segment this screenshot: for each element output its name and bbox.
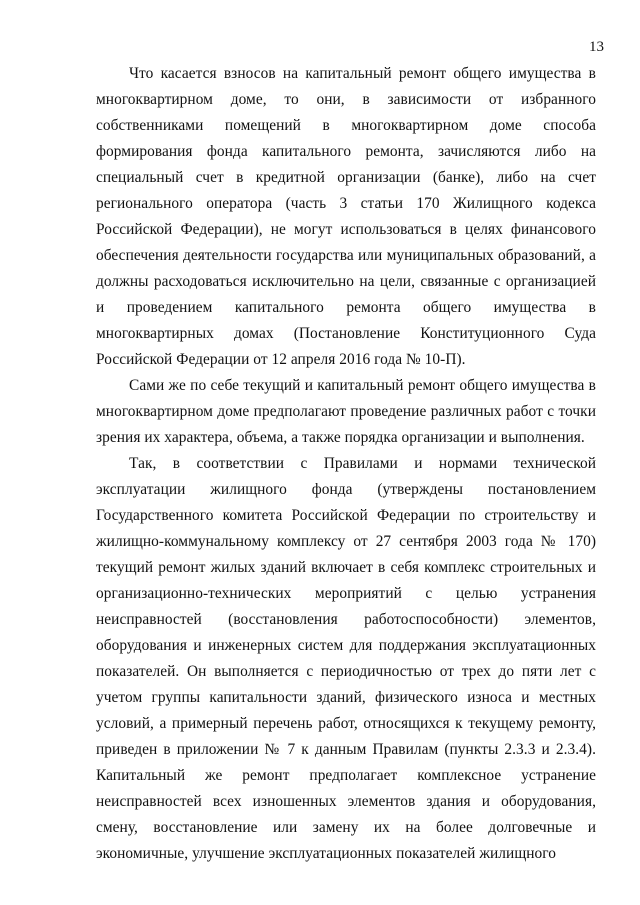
paragraph-capital-repair-contributions: Что касается взносов на капитальный ремонт общего имущества в многоквартирном доме, то они, в зависимости от избранного собственниками помещений в многоквартирном доме способа формирования фонда капитального ремонта, зачисляются либо на специальный счет в кредитной организации (банке), либо на счет регионального оператора (часть 3 статьи 170 Жилищного кодекса Российской Федерации), не могут использоваться в целях финансового обеспечения деятельности государства или муниципальных образований, а должны расходоваться исключительно на цели, связанные с организацией и проведением капитального ремонта общего имущества в многоквартирных домах (Постановление Конституционного Суда Российской Федерации от 12 апреля 2016 года № 10-П).	[96, 65, 596, 368]
document-body	[96, 61, 596, 867]
page-number: 13	[589, 39, 604, 55]
paragraph-technical-rules: Так, в соответствии с Правилами и нормами технической эксплуатации жилищного фонда (утверждены постановлением Государственного комитета Российской Федерации по строительству и жилищно-коммунальному комплексу от 27 сентября 2003 года № 170) текущий ремонт жилых зданий включает в себя комплекс строительных и организационно-технических мероприятий с целью устранения неисправностей (восстановления работоспособности) элементов, оборудования и инженерных систем для поддержания эксплуатационных показателей. Он выполняется с периодичностью от трех до пяти лет с учетом группы капитальности зданий, физического износа и местных условий, а примерный перечень работ, относящихся к текущему ремонту, приведен в приложении № 7 к данным Правилам (пункты 2.3.3 и 2.3.4). Капитальный же ремонт предполагает комплексное устранение неисправностей всех изношенных элементов здания и оборудования, смену, восстановление или замену их на более долговечные и экономичные, улучшение эксплуатационных показателей жилищного	[96, 455, 596, 862]
paragraph-repair-types: Сами же по себе текущий и капитальный ремонт общего имущества в многоквартирном доме предполагают проведение различных работ с точки зрения их характера, объема, а также порядка организации и выполнения.	[96, 377, 596, 446]
